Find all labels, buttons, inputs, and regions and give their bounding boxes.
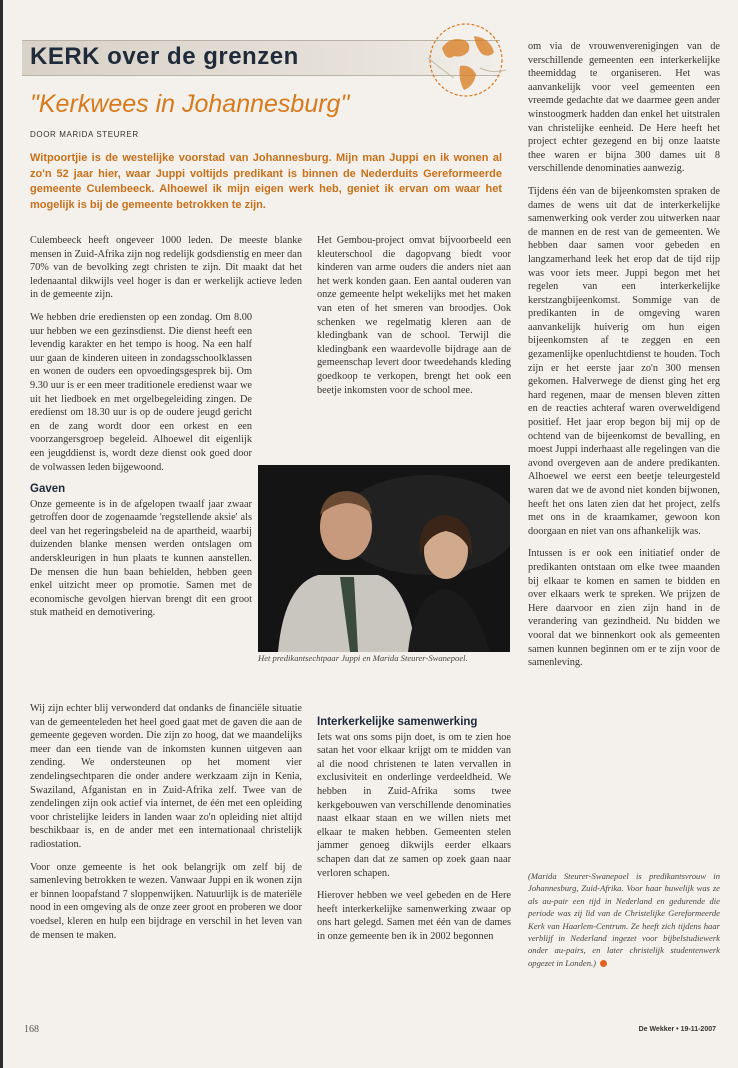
couple-photo [258,465,510,652]
magazine-footer: De Wekker • 19-11-2007 [638,1026,716,1033]
binding-edge [0,0,3,1068]
paragraph: Wij zijn echter blij verwonderd dat ondanks de financiële situatie van de gemeenteleden het heel goed gaat met de gaven die aan de gemeente gegeven worden. Die zijn zo hoog, dat we maandelijks meer dan een tiende van de inkomsten kunnen uitgeven aan zending. We ondersteunen op het moment vier zendelingsechtparen die onder andere werkzaam zijn in Kenia, Swaziland, Afganistan en in Zuid-Afrika zelf. Twee van de zendelingen zijn ook actief via internet, de één met een opleiding voor christelijke leiders in landen waar zo'n opleiding niet altijd beschikbaar is, en de ander met een internationaal christelijk radiostation. [30,703,302,850]
paragraph: Culembeeck heeft ongeveer 1000 leden. De meeste blanke mensen in Zuid-Afrika zijn nog redelijk godsdienstig en meer dan 70% van de bevolking zegt christen te zijn. Dit maakt dat het ledenaantal dikwijls veel hoger is dan er werkelijk actieve leden in de gemeente zijn. [30,235,302,301]
paragraph: Onze gemeente is in de afgelopen twaalf jaar zwaar getroffen door de zogenaamde 'regstellende aksie' als deel van het regeringsbeleid na de apartheid, waarbij duizenden blanke mensen werden ontslagen om anderskleurigen in hun plaats te kunnen aanstellen. De mensen die hun baan behielden, hebben geen enkel uitzicht meer op promotie. Samen met de economische gevolgen hiervan brengt dit een groot stuk matheid en demotivering. [30,498,252,619]
column-2-lower [317,710,511,953]
section-title: KERK over de grenzen [30,43,299,70]
photo-illustration [258,465,510,652]
paragraph: Voor onze gemeente is het ook belangrijk om zelf bij de samenleving betrokken te wezen. Vanwaar Juppi en ik wonen zijn er binnen loopafstand 7 sloppenwijken. Natuurlijk is de materiële nood in een omgeving als de onze zeer groot en proberen we door voedsel, kleren en hulp een bijdrage en verschil in het leven van de mensen te maken. [30,861,302,941]
paragraph: Iets wat ons soms pijn doet, is om te zien hoe satan het voor elkaar krijgt om te midden van al die nood christenen te laten vervallen in exclusiviteit en onderlinge verdeeldheid. We hebben in Zuid-Afrika soms twee kerkgebouwen van verschillende denominaties naast elkaar staan en we willen niets met elkaar te maken hebben. Gemeenten stelen jammer genoeg dikwijls eerder elkaars schapen dan dat ze samen op zoek gaan naar verloren schapen. [317,731,511,879]
column-3 [528,40,720,679]
paragraph: Intussen is er ook een initiatief onder de predikanten ontstaan om elke twee maanden bij elkaar te komen en samen te bidden en over elkaars werk te spreken. We prijzen de Here daarvoor en zien zijn hand in de verandering van gezindheid. Nu bidden we vooral dat we binnenkort ook als gemeenten samen kunnen beginnen om er te zijn voor de samenleving. [528,548,720,669]
subheading-samenwerking: Interkerkelijke samenwerking [317,716,478,728]
article-lead: Witpoortjie is de westelijke voorstad van Johannesburg. Mijn man Juppi en ik wonen al zo'n 52 jaar hier, waar Juppi voltijds predikant is binnen de Nederduits Gereformeerde gemeente Culembeeck. Alhoewel ik mijn eigen werk heb, geniet ik ervan om waar het mogelijk is bij de gemeente betrokken te zijn. [30,152,502,211]
subheading-gaven: Gaven [30,483,66,496]
paragraph: Tijdens één van de bijeenkomsten spraken de dames de wens uit dat de interkerkelijke samenwerking ook verder zou uitwerken naar de mannen en de rest van de gemeenten. We hebben daar samen voor gebeden en langzamerhand leek het erop dat de tijd rijp was voor iets meer. Juppi begon met het regelen van een interkerkelijke kerstzangbijeenkomst. Sommige van de predikanten in de omgeving waren aanvankelijk huiverig om hun eigen bijeenkomsten af te zeggen en een gezamenlijke openluchtdienst te houden. Toch zijn er het eerste jaar zo'n 300 mensen gekomen. Halverwege de dienst ging het erg hard regenen, maar de mensen bleven zitten en de reacties achteraf waren overweldigend positief. Het jaar erop begon bij mij op de ochtend van de bijeenkomst de bevalling, en moest Juppi inderhaast alle regelingen van die avond overgeven aan de andere predikanten. Alhoewel we eerst een beetje teleurgesteld waren dat we de avond niet konden bijwonen, heeft het ons laten zien dat het project, zelfs met ons in de kraamkamer, gewoon kon doorgaan en niet van ons afhankelijk was. [528,185,720,537]
paragraph: om via de vrouwenverenigingen van de verschillende gemeenten een interkerkelijke theemiddag te organiseren. Het was aanvankelijk voor veel gemeenten een vreemde gedachte dat we daarmee geen ander winstoogmerk hadden dan enkel het uitstralen van christelijke eenheid. De Here heeft het project echter gezegend en bij onze laatste thee waren er bijna 300 dames uit 8 verschillende denominaties aanwezig. [528,41,720,175]
author-note [528,870,720,969]
article-byline: DOOR MARIDA STEURER [30,130,139,139]
article-headline: "Kerkwees in Johannesburg" [30,90,350,118]
page-number: 168 [24,1024,39,1035]
paragraph: Het Gembou-project omvat bijvoorbeeld een kleuterschool die dagopvang biedt voor kinderen van arme ouders die anders niet aan het werk konden gaan. Een aantal ouderen van onze gemeente helpt wekelijks met het maken van eten of het smeren van broodjes. Ook schenken we regelmatig kleren aan de kledingbank van de school. Terwijl die kledingbank een waardevolle bijdrage aan de gemeenschap levert door tweedehands kleding goedkoop te verkopen, brengt het ook een beetje inkomsten voor de school mee. [317,235,511,396]
globe-icon [420,18,512,102]
paragraph: Hierover hebben we veel gebeden en de Here heeft interkerkelijke samenwerking zwaar op ons hart gelegd. Samen met één van de dames in onze gemeente ben ik in 2002 begonnen [317,890,511,942]
photo-caption: Het predikantsechtpaar Juppi en Marida Steurer-Swanepoel. [258,653,468,663]
column-2 [317,234,511,406]
end-bullet-icon [600,960,607,967]
author-note-text: (Marida Steurer-Swanepoel is predikantsvrouw in Johannesburg, Zuid-Afrika. Voor haar huwelijk was ze als au-pair een tijd in Nederland en gedurende die periode was zij lid van de Christelijke Gereformeerde Kerk van Haarlem-Centrum. Ze heeft zich tijdens haar verblijf in Nederland ingezet voor bijbelstudiewerk onder au-pairs, en later christelijk studentenwerk opgezet in Londen.) [528,871,720,968]
column-1-lower [30,702,302,951]
paragraph: We hebben drie erediensten op een zondag. Om 8.00 uur hebben we een gezinsdienst. Die dienst heeft een levendig karakter en het tempo is hoog. Na een half uur gaan de kinderen uiteen in zondagsschoolklassen en wonen de ouders een opvoedingsgesprek bij. Om 9.30 uur is er een meer traditionele eredienst waar we uit het liedboek en met orgelbegeleiding zingen. De eredienst om 18.30 uur is op de oudere jeugd gericht en de zang wordt door een orkest en een voorzangersgroep begeleid. Alhoewel dit eigenlijk een jeugddienst is, wordt deze dienst ook goed door de volwassen leden bijgewoond. [30,311,252,473]
